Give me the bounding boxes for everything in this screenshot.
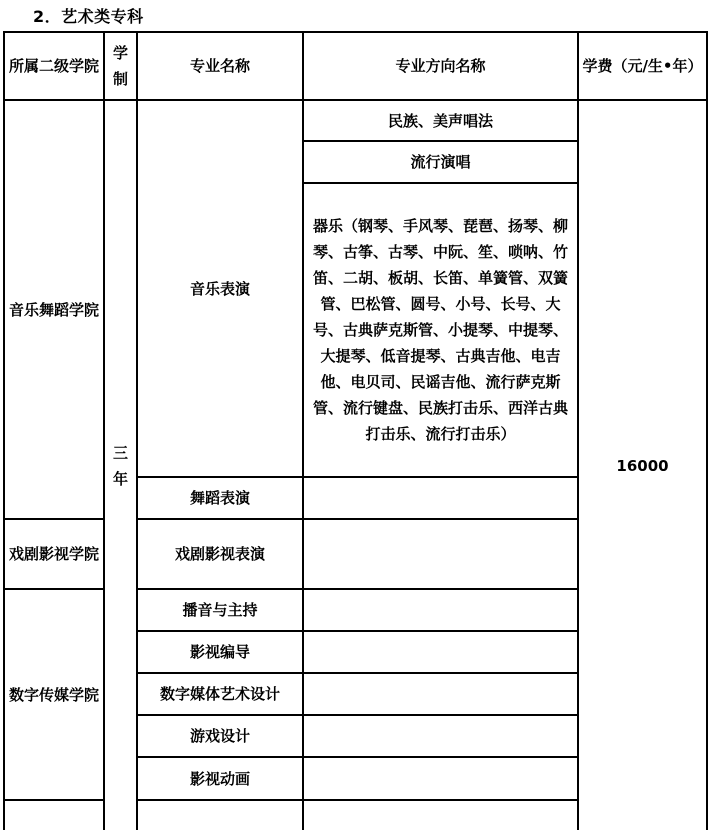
table-row (4, 100, 707, 141)
major-cell: 数字媒体艺术设计 (137, 673, 303, 715)
major-cell: 戏剧影视表演 (137, 519, 303, 589)
major-cell-partial (137, 800, 303, 830)
college-cell: 戏剧影视学院 (4, 519, 104, 589)
header-college: 所属二级学院 (4, 32, 104, 100)
direction-cell (303, 715, 578, 757)
major-cell: 影视编导 (137, 631, 303, 673)
direction-cell (303, 477, 578, 519)
direction-cell (303, 757, 578, 800)
direction-cell (303, 673, 578, 715)
header-fee: 学费（元/生•年） (578, 32, 707, 100)
direction-cell: 民族、美声唱法 (303, 100, 578, 141)
header-row (4, 32, 707, 100)
section-title: 2．艺术类专科 (33, 7, 144, 26)
direction-cell-partial (303, 800, 578, 830)
major-cell: 影视动画 (137, 757, 303, 800)
major-cell: 音乐表演 (137, 100, 303, 477)
direction-cell (303, 631, 578, 673)
direction-cell: 器乐（钢琴、手风琴、琵琶、扬琴、柳琴、古筝、古琴、中阮、笙、唢呐、竹笛、二胡、板胡、长笛、单簧管、双簧管、巴松管、圆号、小号、长号、大号、古典萨克斯管、小提琴、中提琴、大提琴、低音提琴、古典吉他、电吉他、电贝司、民谣吉他、流行萨克斯管、流行键盘、民族打击乐、西洋古典打击乐、流行打击乐） (303, 183, 578, 477)
direction-cell (303, 589, 578, 631)
header-direction: 专业方向名称 (303, 32, 578, 100)
major-cell: 舞蹈表演 (137, 477, 303, 519)
major-cell: 播音与主持 (137, 589, 303, 631)
college-cell: 音乐舞蹈学院 (4, 100, 104, 519)
tuition-table (3, 31, 708, 830)
header-major: 专业名称 (137, 32, 303, 100)
duration-cell: 三年 (104, 100, 137, 830)
header-duration: 学制 (104, 32, 137, 100)
college-cell-partial (4, 800, 104, 830)
college-cell: 数字传媒学院 (4, 589, 104, 800)
major-cell: 游戏设计 (137, 715, 303, 757)
direction-cell: 流行演唱 (303, 141, 578, 183)
fee-cell: 16000 (578, 100, 707, 830)
direction-cell (303, 519, 578, 589)
